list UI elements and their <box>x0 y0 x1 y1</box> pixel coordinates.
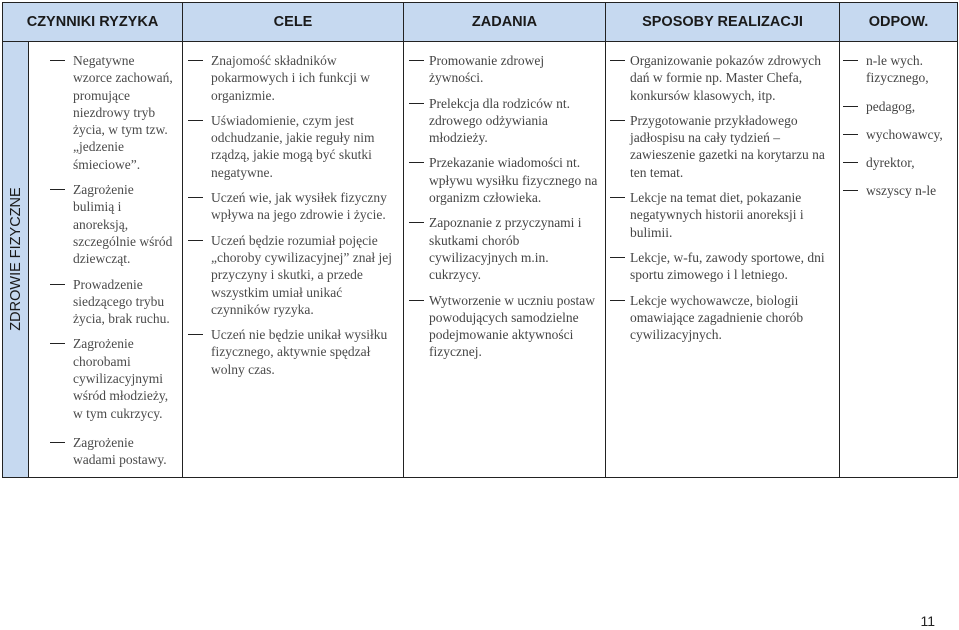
responsible-item: wychowawcy, <box>840 126 951 143</box>
risk-factor-item: Prowadzenie siedzącego trybu życia, brak ruchu. <box>29 276 176 328</box>
responsible-cell <box>840 42 958 478</box>
goal-item: Uczeń będzie rozumiał pojęcie „choroby cywilizacyjnej” znał jej przyczyny i skutki, a przede wszystkim umiał unikać czynników ryzyka. <box>183 232 397 318</box>
task-item: Prelekcja dla rodziców nt. zdrowego odżywiania młodzieży. <box>404 95 599 147</box>
header-risk-factors: CZYNNIKI RYZYKA <box>3 3 183 42</box>
header-row <box>3 3 958 42</box>
risk-factors-cell <box>29 42 183 478</box>
goal-item: Uświadomienie, czym jest odchudzanie, jakie reguły nim rządzą, jakie mogą być skutki negatywne. <box>183 112 397 181</box>
tasks-cell <box>404 42 606 478</box>
method-item: Organizowanie pokazów zdrowych dań w formie np. Master Chefa, konkursów klasowych, itp. <box>606 52 833 104</box>
page-number: 11 <box>920 613 935 629</box>
task-item: Promowanie zdrowej żywności. <box>404 52 599 87</box>
header-methods: SPOSOBY REALIZACJI <box>606 3 840 42</box>
header-responsible: ODPOW. <box>840 3 958 42</box>
row-label-cell <box>3 42 29 478</box>
header-goals: CELE <box>183 3 404 42</box>
risk-factor-item: Negatywne wzorce zachowań, promujące niezdrowy tryb życia, w tym tzw. „jedzenie śmieciowe”. <box>29 52 176 173</box>
goal-item: Uczeń nie będzie unikał wysiłku fizycznego, aktywnie spędzał wolny czas. <box>183 326 397 378</box>
task-item: Przekazanie wiadomości nt. wpływu wysiłku fizycznego na organizm człowieka. <box>404 154 599 206</box>
risk-factor-item: Zagrożenie chorobami cywilizacyjnymi wśród młodzieży, w tym cukrzycy. <box>29 335 176 421</box>
responsible-item: pedagog, <box>840 98 951 115</box>
row-physical-health <box>3 42 958 478</box>
method-item: Lekcje na temat diet, pokazanie negatywnych historii anoreksji i bulimii. <box>606 189 833 241</box>
method-item: Lekcje wychowawcze, biologii omawiające zagadnienie chorób cywilizacyjnych. <box>606 292 833 344</box>
risk-factor-item: Zagrożenie bulimią i anoreksją, szczególnie wśród dziewcząt. <box>29 181 176 267</box>
method-item: Przygotowanie przykładowego jadłospisu na cały tydzień – zawieszenie gazetki na korytarzu na ten temat. <box>606 112 833 181</box>
row-label: ZDROWIE FIZYCZNE <box>7 187 24 331</box>
responsible-item: wszyscy n-le <box>840 182 951 199</box>
task-item: Zapoznanie z przyczynami i skutkami chorób cywilizacyjnych m.in. cukrzycy. <box>404 214 599 283</box>
method-item: Lekcje, w-fu, zawody sportowe, dni sportu zimowego i l letniego. <box>606 249 833 284</box>
responsible-item: dyrektor, <box>840 154 951 171</box>
header-tasks: ZADANIA <box>404 3 606 42</box>
goal-item: Uczeń wie, jak wysiłek fizyczny wpływa na jego zdrowie i życie. <box>183 189 397 224</box>
risk-factor-item: Zagrożenie wadami postawy. <box>29 434 176 469</box>
task-item: Wytworzenie w uczniu postaw powodujących samodzielne podejmowanie aktywności fizycznej. <box>404 292 599 361</box>
methods-cell <box>606 42 840 478</box>
goal-item: Znajomość składników pokarmowych i ich funkcji w organizmie. <box>183 52 397 104</box>
goals-cell <box>183 42 404 478</box>
responsible-item: n-le wych. fizycznego, <box>840 52 951 87</box>
health-plan-table <box>2 2 957 468</box>
